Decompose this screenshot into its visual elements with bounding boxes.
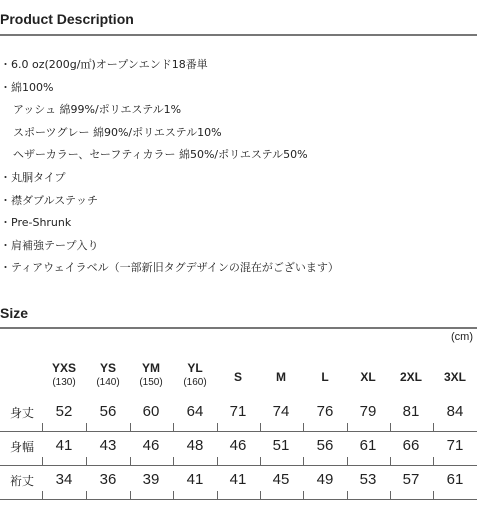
table-cell: 41: [229, 471, 247, 488]
cell-divider-tick: [390, 457, 391, 465]
description-item: ・綿100%: [0, 80, 54, 94]
cell-divider-tick: [173, 491, 174, 499]
size-column-header: [435, 360, 475, 385]
size-column-header: [218, 360, 258, 385]
product-description-title: Product Description: [0, 11, 134, 27]
cell-divider-tick: [130, 423, 131, 431]
size-height-label: (130): [52, 377, 76, 388]
size-label: 3XL: [443, 370, 466, 384]
cell-divider-tick: [217, 491, 218, 499]
table-row: [0, 466, 477, 500]
table-cell: 52: [55, 403, 73, 420]
table-cell: 41: [186, 471, 204, 488]
unit-label: (cm): [451, 331, 473, 343]
size-label: YS: [99, 361, 116, 375]
size-height-label: (140): [96, 377, 120, 388]
cell-divider-tick: [390, 491, 391, 499]
cell-divider-tick: [347, 457, 348, 465]
size-label: L: [321, 370, 329, 384]
cell-divider-tick: [347, 423, 348, 431]
table-cell: 41: [55, 437, 73, 454]
table-cell: 79: [359, 403, 377, 420]
description-item: アッシュ 綿99%/ポリエステル1%: [13, 103, 182, 117]
table-cell: 71: [229, 403, 247, 420]
cell-divider-tick: [303, 491, 304, 499]
description-item: ・丸胴タイプ: [0, 170, 66, 184]
size-header-row: [0, 360, 477, 392]
description-item: スポーツグレー 綿90%/ポリエステル10%: [13, 125, 222, 139]
size-label: XL: [360, 370, 376, 384]
row-label: 身丈: [10, 406, 35, 420]
description-item: ヘザーカラー、セーフティカラー 綿50%/ポリエステル50%: [13, 148, 308, 162]
cell-divider-tick: [433, 423, 434, 431]
table-cell: 46: [142, 437, 160, 454]
table-cell: 76: [316, 403, 334, 420]
size-label: YM: [142, 361, 160, 375]
cell-divider-tick: [86, 423, 87, 431]
cell-divider-tick: [173, 457, 174, 465]
size-label: YXS: [51, 361, 76, 375]
cell-divider-tick: [217, 423, 218, 431]
section-divider: [0, 327, 477, 329]
cell-divider-tick: [260, 491, 261, 499]
cell-divider-tick: [303, 423, 304, 431]
cell-divider-tick: [260, 423, 261, 431]
size-height-label: (160): [183, 377, 207, 388]
cell-divider-tick: [433, 491, 434, 499]
cell-divider-tick: [347, 491, 348, 499]
row-label: 裄丈: [10, 474, 35, 488]
size-column-header: [88, 360, 128, 389]
size-title: Size: [0, 305, 29, 321]
size-height-label: (150): [139, 377, 163, 388]
size-label: 2XL: [399, 370, 422, 384]
size-column-header: [305, 360, 345, 385]
size-column-header: [175, 360, 215, 389]
cell-divider-tick: [390, 423, 391, 431]
table-cell: 64: [186, 403, 204, 420]
size-label: S: [233, 370, 242, 384]
table-cell: 71: [446, 437, 464, 454]
cell-divider-tick: [303, 457, 304, 465]
table-cell: 56: [316, 437, 334, 454]
table-cell: 61: [359, 437, 377, 454]
table-cell: 39: [142, 471, 160, 488]
table-cell: 84: [446, 403, 464, 420]
size-column-header: [44, 360, 84, 389]
cell-divider-tick: [173, 423, 174, 431]
size-column-header: [391, 360, 431, 385]
table-cell: 34: [55, 471, 73, 488]
table-cell: 81: [402, 403, 420, 420]
section-divider: [0, 34, 477, 36]
description-list: [0, 54, 480, 280]
cell-divider-tick: [130, 457, 131, 465]
size-label: M: [276, 370, 286, 384]
cell-divider-tick: [433, 457, 434, 465]
cell-divider-tick: [86, 491, 87, 499]
cell-divider-tick: [217, 457, 218, 465]
table-cell: 57: [402, 471, 420, 488]
size-column-header: [261, 360, 301, 385]
size-column-header: [131, 360, 171, 389]
description-item: ・6.0 oz(200g/㎡)オープンエンド18番単: [0, 58, 208, 71]
cell-divider-tick: [130, 491, 131, 499]
table-cell: 45: [272, 471, 290, 488]
table-cell: 74: [272, 403, 290, 420]
table-cell: 51: [272, 437, 290, 454]
table-cell: 49: [316, 471, 334, 488]
cell-divider-tick: [42, 491, 43, 499]
table-cell: 60: [142, 403, 160, 420]
description-item: ・肩補強テープ入り: [0, 238, 99, 252]
cell-divider-tick: [42, 457, 43, 465]
size-column-header: [348, 360, 388, 385]
cell-divider-tick: [86, 457, 87, 465]
table-cell: 46: [229, 437, 247, 454]
table-cell: 43: [99, 437, 117, 454]
table-cell: 56: [99, 403, 117, 420]
size-label: YL: [187, 361, 203, 375]
table-row: [0, 398, 477, 432]
table-row: [0, 432, 477, 466]
description-item: ・襟ダブルステッチ: [0, 193, 99, 207]
table-cell: 48: [186, 437, 204, 454]
row-label: 身幅: [10, 440, 35, 454]
description-item: ・ティアウェイラベル（一部新旧タグデザインの混在がございます）: [0, 261, 339, 275]
table-cell: 36: [99, 471, 117, 488]
description-item: ・Pre-Shrunk: [0, 216, 72, 230]
table-cell: 61: [446, 471, 464, 488]
table-cell: 53: [359, 471, 377, 488]
table-cell: 66: [402, 437, 420, 454]
cell-divider-tick: [260, 457, 261, 465]
size-table: [0, 360, 477, 500]
cell-divider-tick: [42, 423, 43, 431]
